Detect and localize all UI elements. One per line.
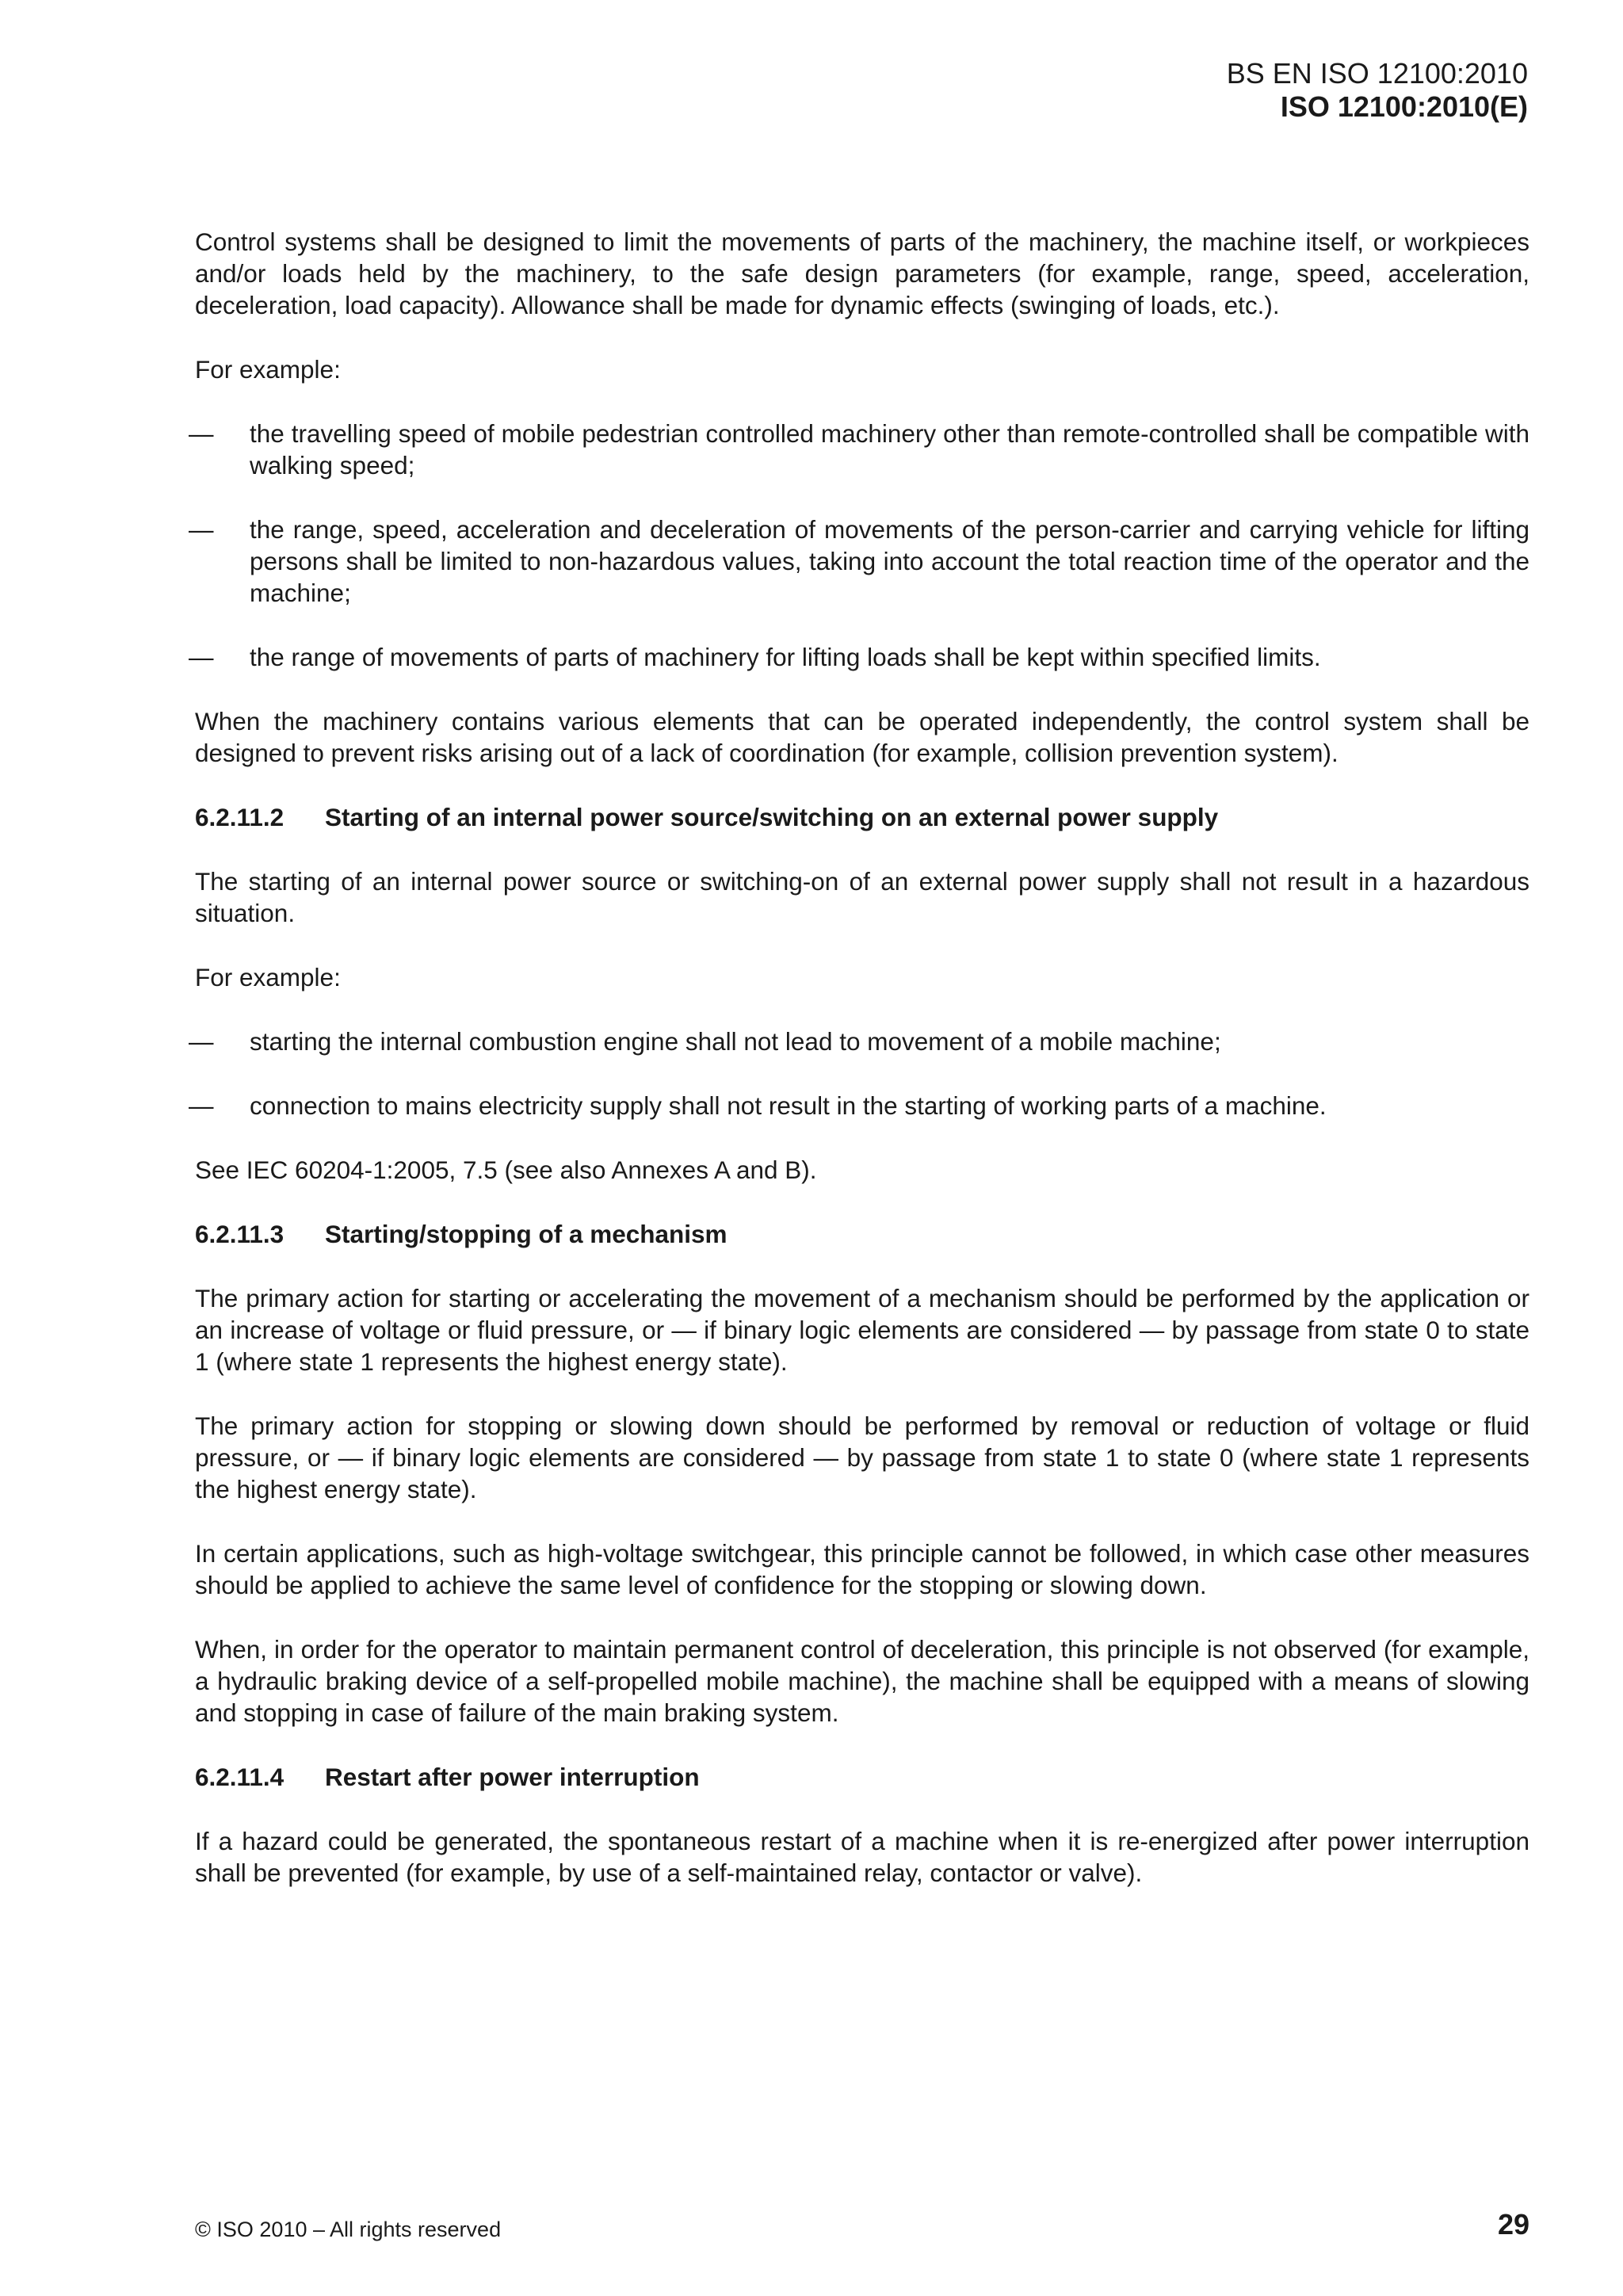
list-item-text: starting the internal combustion engine shall not lead to movement of a mobile machine; (250, 1027, 1221, 1056)
section-title: Starting/stopping of a mechanism (325, 1220, 727, 1248)
list-dash: — (189, 643, 214, 671)
section-heading (195, 1218, 1529, 1250)
section-title: Restart after power interruption (325, 1763, 700, 1791)
list-dash: — (189, 419, 214, 448)
paragraph-applications: In certain applications, such as high-voltage switchgear, this principle cannot be followed, in which case other measures should be applied to achieve the same level of confidence for the stopping or slowing down. (195, 1539, 1529, 1599)
paragraph-deceleration: When, in order for the operator to maintain permanent control of deceleration, this principle is not observed (for example, a hydraulic braking device of a self-propelled mobile machine), the machine shall be equipped with a means of slowing and stopping in case of failure of the main braking system. (195, 1635, 1529, 1727)
footer-copyright: © ISO 2010 – All rights reserved (195, 2218, 502, 2241)
paragraph-coordination: When the machinery contains various elements that can be operated independently, the control system shall be designed to prevent risks arising out of a lack of coordination (for example, collision prevention system). (195, 707, 1529, 767)
paragraph-reference: See IEC 60204-1:2005, 7.5 (see also Annexes A and B). (195, 1156, 817, 1184)
list-dash: — (189, 1091, 214, 1120)
list-item (189, 641, 1529, 673)
list-dash: — (189, 515, 214, 544)
standard-iso-designation: ISO 12100:2010(E) (1280, 90, 1528, 123)
page-number: 29 (1497, 2208, 1529, 2241)
list-item (189, 418, 1529, 481)
section-number: 6.2.11.4 (195, 1763, 285, 1791)
section-heading (195, 801, 1529, 833)
list-item-text: the range, speed, acceleration and deceleration of movements of the person-carrier and carrying vehicle for lifting persons shall be limited to non-hazardous values, taking into account the total reaction time of the operator and the machine; (250, 515, 1529, 607)
standard-bs-designation: BS EN ISO 12100:2010 (1226, 57, 1528, 90)
paragraph-power-source: The starting of an internal power source or switching-on of an external power supply shall not result in a hazardous situation. (195, 867, 1529, 927)
section-number: 6.2.11.2 (195, 803, 285, 831)
section-heading (195, 1761, 1529, 1793)
section-number: 6.2.11.3 (195, 1220, 285, 1248)
list-item-text: connection to mains electricity supply shall not result in the starting of working parts of a machine. (250, 1091, 1327, 1120)
page-header (1227, 57, 1528, 124)
list-item-text: the range of movements of parts of machinery for lifting loads shall be kept within specified limits. (250, 643, 1321, 671)
section-title: Starting of an internal power source/switching on an external power supply (325, 803, 1219, 831)
list-dash: — (189, 1027, 214, 1056)
document-body (189, 226, 1529, 1921)
paragraph-for-example: For example: (195, 355, 341, 384)
paragraph-for-example: For example: (195, 963, 341, 991)
paragraph-stopping-action: The primary action for stopping or slowing down should be performed by removal or reduction of voltage or fluid pressure, or — if binary logic elements are considered — by passage from state 1 to state 0 (where state 1 represents the highest energy state). (195, 1412, 1529, 1503)
list-item (189, 514, 1529, 609)
paragraph-control-limits: Control systems shall be designed to limit the movements of parts of the machinery, the machine itself, or workpieces and/or loads held by the machinery, to the safe design parameters (for example, range, speed, acceleration, deceleration, load capacity). Allowance shall be made for dynamic effects (swinging of loads, etc.). (195, 227, 1529, 319)
list-item (189, 1090, 1529, 1121)
paragraph-starting-action: The primary action for starting or accelerating the movement of a mechanism should be performed by the application or an increase of voltage or fluid pressure, or — if binary logic elements are considered — by passage from state 0 to state 1 (where state 1 represents the highest energy state). (195, 1284, 1529, 1376)
paragraph-restart: If a hazard could be generated, the spontaneous restart of a machine when it is re-energized after power interruption shall be prevented (for example, by use of a self-maintained relay, contactor or valve). (195, 1827, 1529, 1887)
list-item-text: the travelling speed of mobile pedestrian controlled machinery other than remote-controlled shall be compatible with walking speed; (250, 419, 1529, 479)
list-item (189, 1026, 1529, 1057)
